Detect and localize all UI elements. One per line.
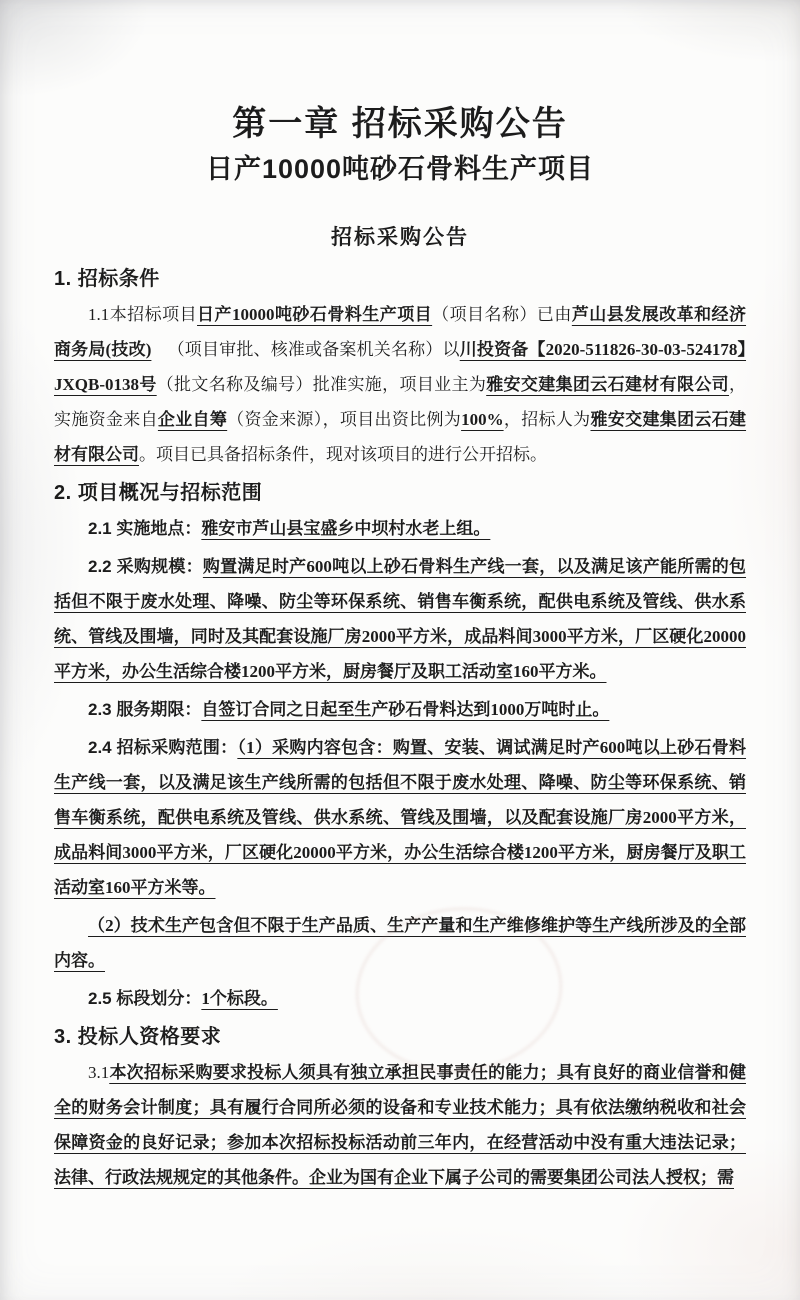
item-2-1-value: 雅安市芦山县宝盛乡中坝村水老上组。	[201, 519, 491, 539]
item-2-2-value: 购置满足时产600吨以上砂石骨料生产线一套，以及满足该产能所需的包括但不限于废水处理、降噪、防尘等环保系统、销售车衡系统，配供电系统及管线、供水系统、管线及围墙，同时及其配套设施厂房2000平方米，成品料间3000平方米，厂区硬化20000平方米，办公生活综合楼1200平方米，厨房餐厅及职工活动室160平方米。	[54, 557, 747, 682]
item-2-3-label: 2.3 服务期限：	[88, 700, 202, 720]
clause-1-1	[54, 297, 746, 472]
approval-authority-fill: 芦山县发展改革和经济商务局(技改)	[54, 305, 747, 360]
item-2-4-label: 2.4 招标采购范围：	[88, 738, 238, 758]
clause-3-1	[54, 1055, 746, 1195]
section-2-heading: 2. 项目概况与招标范围	[54, 482, 263, 505]
item-2-4	[54, 730, 746, 905]
section-1-heading: 1. 招标条件	[54, 268, 160, 291]
item-2-2	[54, 549, 746, 689]
project-name-fill: 日产10000吨砂石骨料生产项目	[197, 305, 433, 325]
item-2-4-part2-value: （2）技术生产包含但不限于生产品质、生产产量和生产维修维护等生产线所涉及的全部内容。	[54, 916, 746, 971]
funding-source-fill: 企业自筹	[157, 410, 228, 430]
project-title: 日产10000吨砂石骨料生产项目	[205, 153, 595, 184]
item-2-5-label: 2.5 标段划分：	[88, 989, 202, 1009]
item-2-3-value: 自签订合同之日起至生产砂石骨料达到1000万吨时止。	[201, 700, 610, 720]
section-3-heading: 3. 投标人资格要求	[54, 1026, 222, 1049]
clause-3-1-body: 本次招标采购要求投标人须具有独立承担民事责任的能力；具有良好的商业信誉和健全的财务会计制度；具有履行合同所必须的设备和专业技术能力；具有依法缴纳税收和社会保障资金的良好记录；参加本次招标投标活动前三年内，在经营活动中没有重大违法记录；法律、行政法规规定的其他条件。企业为国有企业下属子公司的需要集团公司法人授权；需	[54, 1063, 746, 1188]
clause-1-1-text: （资金来源），项目出资比例为	[227, 410, 462, 430]
item-2-5	[54, 981, 746, 1016]
project-owner-fill: 雅安交建集团云石建材有限公司	[486, 375, 730, 395]
tenderer-fill: 雅安交建集团云石建材有限公司	[54, 410, 747, 465]
clause-1-1-text: （项目名称）已由	[432, 305, 572, 325]
clause-1-1-text: 1.1本招标项目	[88, 305, 198, 325]
notice-title: 招标采购公告	[331, 226, 469, 250]
clause-1-1-text: （批文名称及编号）批准实施，项目业主为	[156, 375, 487, 395]
clause-1-1-text: 。项目已具备招标条件，现对该项目的进行公开招标。	[139, 445, 547, 465]
item-2-1-label: 2.1 实施地点：	[88, 519, 202, 539]
item-2-1	[54, 511, 746, 546]
clause-1-1-text: ，招标人为	[503, 410, 591, 430]
funding-ratio-fill: 100%	[461, 410, 504, 430]
clause-1-1-text: ，实施资金来自	[54, 375, 747, 430]
clause-3-1-prefix: 3.1	[88, 1063, 110, 1083]
clause-1-1-text: （项目审批、核准或备案机关名称）以	[167, 340, 460, 360]
approval-doc-number-fill: 川投资备【2020-511826-30-03-524178】JXQB-0138号	[54, 340, 747, 395]
chapter-title: 第一章 招标采购公告	[232, 105, 568, 143]
item-2-2-label: 2.2 采购规模：	[88, 557, 203, 577]
item-2-3	[54, 692, 746, 727]
item-2-4-value: （1）采购内容包含：购置、安装、调试满足时产600吨以上砂石骨料生产线一套，以及满足该生产线所需的包括但不限于废水处理、降噪、防尘等环保系统、销售车衡系统，配供电系统及管线、供水系统、管线及围墙，以及配套设施厂房2000平方米，成品料间3000平方米，厂区硬化20000平方米，办公生活综合楼1200平方米，厨房餐厅及职工活动室160平方米等。	[54, 738, 747, 898]
item-2-4-part2	[54, 908, 746, 978]
item-2-5-value: 1个标段。	[201, 989, 278, 1009]
